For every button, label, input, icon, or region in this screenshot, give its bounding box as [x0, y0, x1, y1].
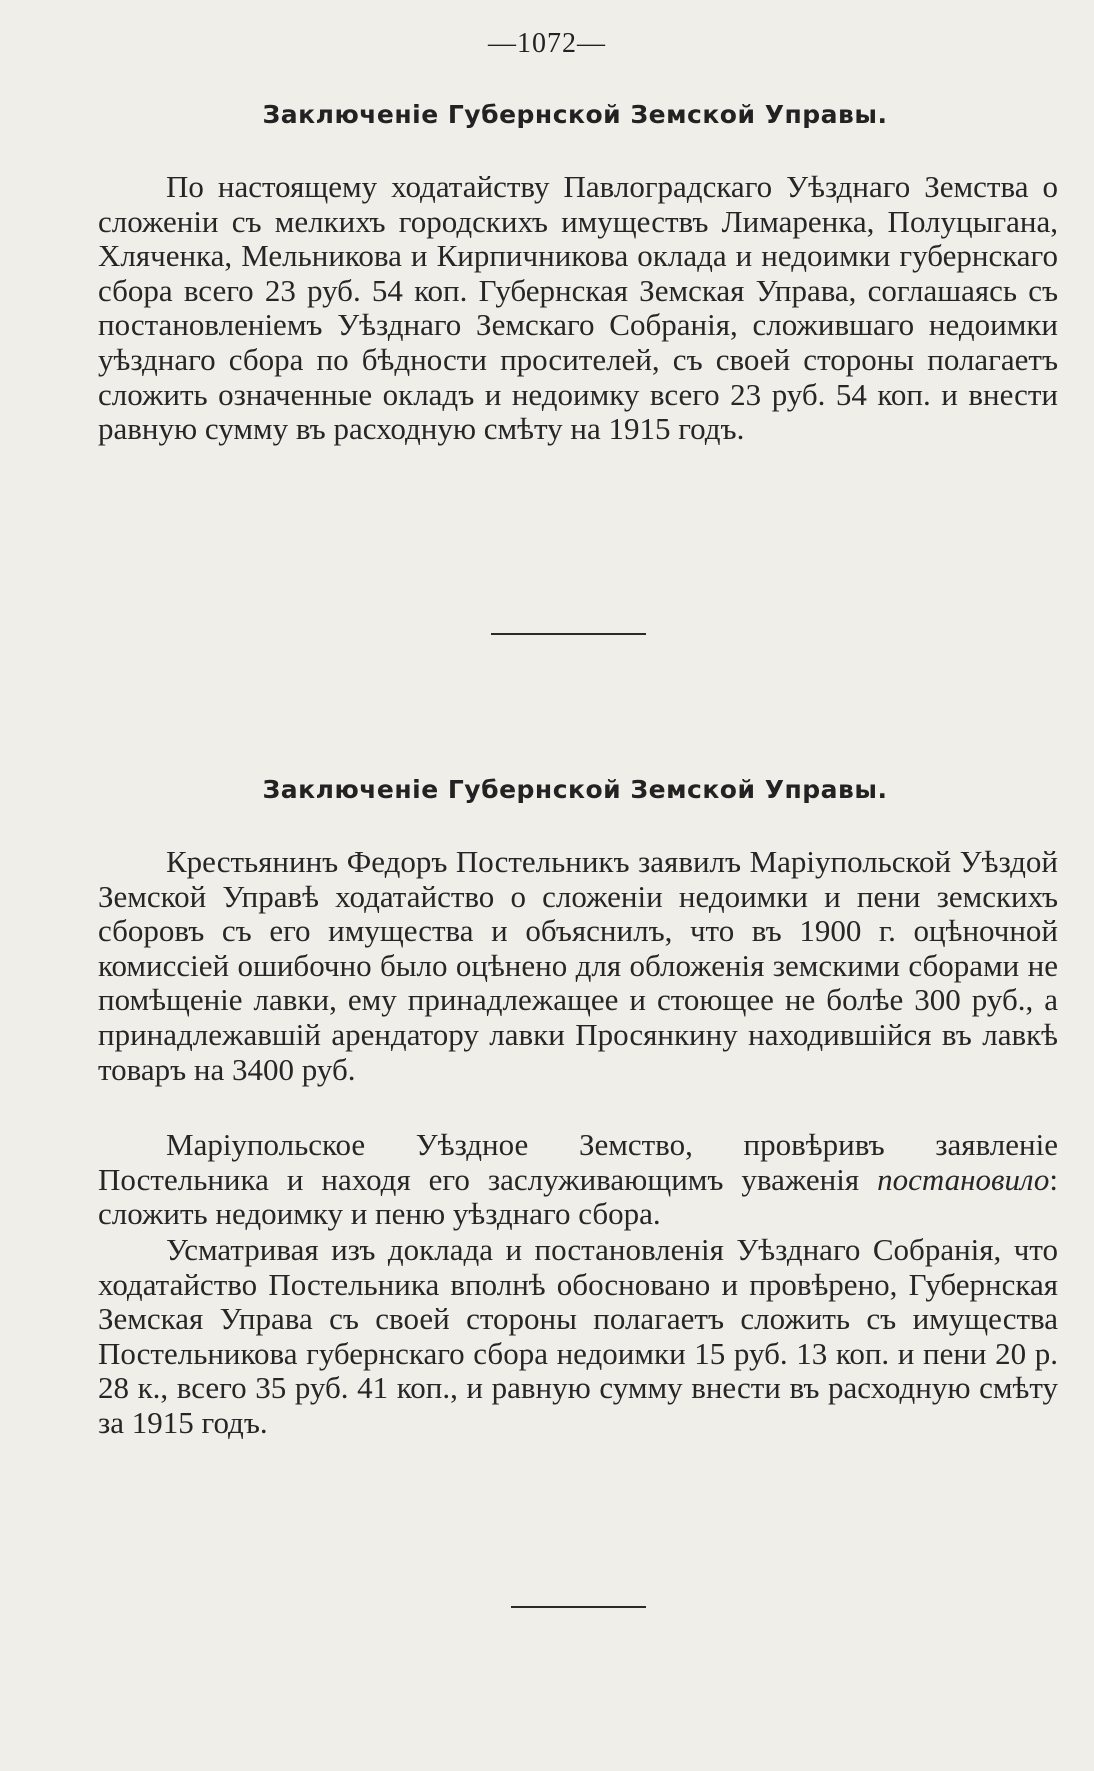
section-1-heading: Заключеніе Губернской Земской Управы. [262, 100, 888, 129]
section-2-paragraph-3: Усматривая изъ доклада и постановленія Уѣзднаго Собранія, что ходатайство Постельника вполнѣ обосновано и провѣрено, Губернская Земская Управа съ своей стороны полагаетъ сложить съ имущества Постельникова губернскаго сбора недоимки 15 руб. 13 коп. и пени 20 р. 28 к., всего 35 руб. 41 коп., и равную сумму внести въ расходную смѣту за 1915 годъ. [98, 1232, 1058, 1440]
section-2-heading: Заключеніе Губернской Земской Управы. [262, 775, 888, 804]
section-2-paragraph-1: Крестьянинъ Федоръ Постельникъ заявилъ Маріупольской Уѣздой Земской Управѣ ходатайство о сложеніи недоимки и пени земскихъ сборовъ съ его имущества и объяснилъ, что въ 1900 г. оцѣночной комиссіей ошибочно было оцѣнено для обложенія земскими сборами не помѣщеніе лавки, ему принадлежащее и стоющее не болѣе 300 руб., а принадлежавшій арендатору лавки Просянкину находившійся въ лавкѣ товаръ на 3400 руб. [98, 844, 1058, 1087]
section-2-paragraph-2 [98, 1128, 1058, 1232]
page-number: —1072— [488, 28, 606, 59]
paragraph-2-text-before: Маріупольское Уѣздное Земство, провѣривъ заявленіе Постельника и находя его заслуживающимъ уваженія [98, 1127, 1058, 1197]
paragraph-2-text-after: : сложить недоимку и пеню уѣзднаго сбора. [98, 1161, 1058, 1232]
section-divider-2 [511, 1606, 646, 1608]
section-divider-1 [491, 633, 646, 635]
paragraph-2-italic-word: постановило [877, 1161, 1050, 1197]
section-1-paragraph: По настоящему ходатайству Павлоградскаго Уѣзднаго Земства о сложеніи съ мелкихъ городскихъ имуществъ Лимаренка, Полуцыгана, Хляченка, Мельникова и Кирпичникова оклада и недоимки губернскаго сбора всего 23 руб. 54 коп. Губернская Земская Управа, соглашаясь съ постановленіемъ Уѣзднаго Земскаго Собранія, сложившаго недоимки уѣзднаго сбора по бѣдности просителей, съ своей стороны полагаетъ сложить означенные окладъ и недоимку всего 23 руб. 54 коп. и внести равную сумму въ расходную смѣту на 1915 годъ. [98, 169, 1058, 447]
